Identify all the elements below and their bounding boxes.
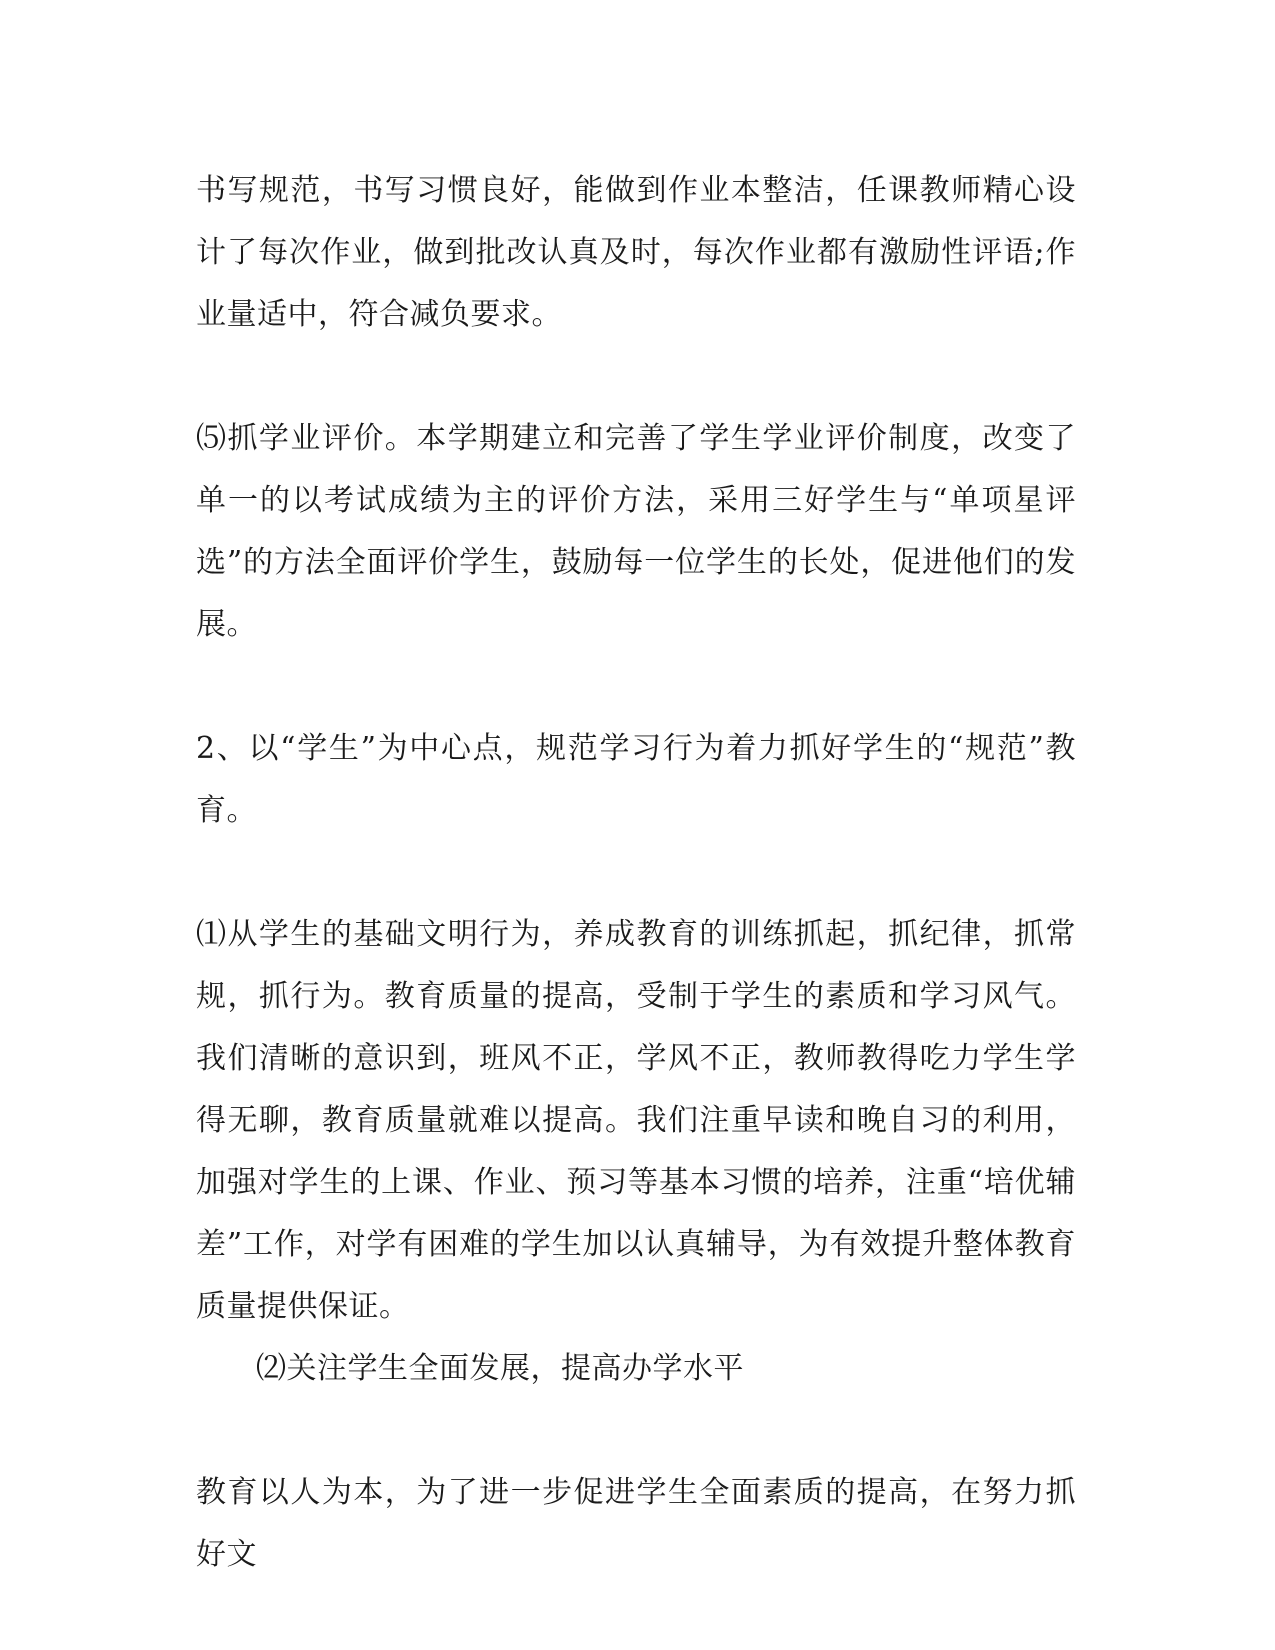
- paragraph-people-oriented: 教育以人为本，为了进一步促进学生全面素质的提高，在努力抓好文: [196, 1475, 1076, 1572]
- paragraph-subheading-development: ⑵关注学生全面发展，提高办学水平: [256, 1351, 744, 1386]
- paragraph-spacer: [196, 1400, 1076, 1462]
- document-body: [196, 160, 1076, 1586]
- paragraph-academic-evaluation: ⑸抓学业评价。本学期建立和完善了学生学业评价制度，改变了单一的以考试成绩为主的评价方法，采用三好学生与“单项星评选”的方法全面评价学生，鼓励每一位学生的长处，促进他们的发展。: [196, 421, 1076, 642]
- paragraph-spacer: [196, 656, 1076, 718]
- paragraph-spacer: [196, 346, 1076, 408]
- paragraph-section-2-heading: 2、以“学生”为中心点，规范学习行为着力抓好学生的“规范”教育。: [196, 731, 1076, 828]
- paragraph-basic-behavior: ⑴从学生的基础文明行为，养成教育的训练抓起，抓纪律，抓常规，抓行为。教育质量的提高，受制于学生的素质和学习风气。我们清晰的意识到，班风不正，学风不正，教师教得吃力学生学得无聊，教育质量就难以提高。我们注重早读和晚自习的利用，加强对学生的上课、作业、预习等基本习惯的培养，注重“培优辅差”工作，对学有困难的学生加以认真辅导，为有效提升整体教育质量提供保证。: [196, 917, 1076, 1324]
- paragraph-spacer: [196, 842, 1076, 904]
- paragraph-homework: 书写规范，书写习惯良好，能做到作业本整洁，任课教师精心设计了每次作业，做到批改认真及时，每次作业都有激励性评语;作业量适中，符合减负要求。: [196, 173, 1076, 332]
